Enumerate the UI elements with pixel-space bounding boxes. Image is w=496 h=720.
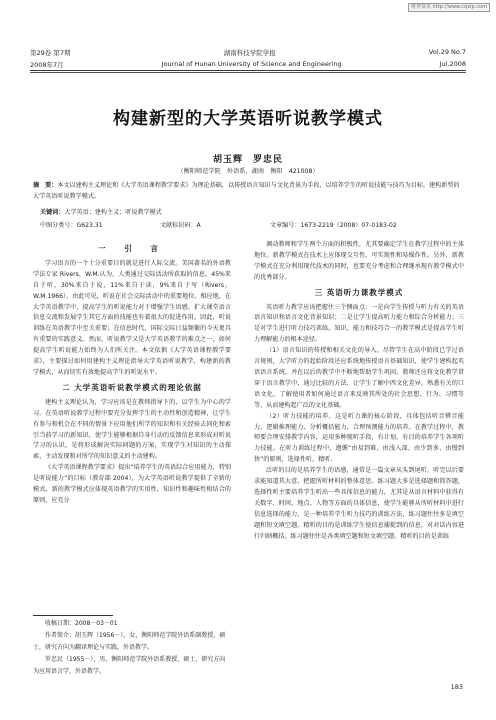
header-rule (30, 70, 466, 71)
article-number: 文章编号：1673-2219（2008）07-0183-02 (270, 222, 397, 229)
classification-line (40, 220, 463, 229)
paragraph: 调动教师和学生两个方面的积极性，尤其要确定学生在教学过程中的主体地位。新教学模式在技术上应体现交互性、可实现性和易操作性。另外，新教学模式在充分利用现代技术的同时，也要充分考虑和合理继承现有教学模式中的优秀部分。 (254, 241, 464, 281)
journal-cn: 湖南科技学院学报 (223, 49, 276, 57)
document-code: 文献标识码：A (160, 222, 201, 229)
section-heading-listening: 三 英语听力课教学模式 (314, 287, 404, 297)
abstract-text: 本文以建构主义理论和《大学英语课程教学要求》为理论基础，以传授语言知识与文化背景为手段，以培养学生的听说技能与技巧为目标，建构新型的大学英语听说教学模式。 (33, 182, 460, 200)
paper-title: 构建新型的大学英语听说教学模式 (113, 109, 383, 129)
author-bio-2: 罗忠民（1955－），男，衡阳师范学院外语系教授，硕士，研究方向为应用语言学，外语教学。 (33, 656, 226, 675)
paragraph: 英语听力教学应该把握住三个侧面点：一是向学生传授与听力有关的英语语言知识和语言文化背景知识；二是让学生提高听力能力和综合分析能力；三是对学生进行听力技巧训练。知识、能力和技巧合一的教学模式是提高学生听力理解能力的根本途径。 (254, 303, 464, 344)
running-header-en (30, 60, 466, 69)
paragraph: （2）听力技能的培养。这是听力课的核心阶段，具体包括听音辨音能力、逻辑推理能力、分析概括能力、合理预测能力的培养。在教学过程中，教师要合理安排教学内容，运用多种现听手段，有计划、有目的培养学生各项听力技能。在听力训练过程中，遵循“由易到难、由浅入深、由少到多、由慢到快”的原则，选择性听，精听。 (254, 412, 464, 464)
header-rule-thin (30, 72, 466, 73)
date-en: Jul.2008 (439, 60, 466, 68)
paragraph: 学习语言的一个十分重要目的就是进行人际交流。美国著名的外语教学法专家 Rivers，W.M.认为，人类通过交际活动所获取的信息，45%来自于听，30%来自于说，11%来自于读，9%来自于写（Rivers，W.M.1966）。由此可见，听说在社会交际活动中的重要地位。相应地，在大学英语教学中，提高学生的听说能力对于增强学生语感、扩大课堂语言信息交流和发展学生其它方面的技能也有着很大的促进作用。因此，听说训练在英语教学中至关重要；在信息时代，国际交际日益频繁的今天更具有重要的实践意义。然而，听说教学又是大学英语教学的难点之一，如何提高学生听说能力始终为人们所关注。本文依据《大学英语课程教学要求》，主要探讨如何用建构主义理论指导大学英语听说教学，构建新的教学模式，从而切实有效地提高学生的听说水平。 (33, 259, 231, 376)
clc-number: 中图分类号：G623.31 (40, 222, 103, 229)
page-number: 183 (450, 683, 463, 691)
watermark: 维普资讯 http://www.cqvip.com (408, 3, 490, 12)
paragraph: 《大学英语课程教学要求》提出“培养学生的英语综合应用能力，特别是听说能力”的目标（教育部 2004），为大学英语听说教学提供了全新的模式。新的教学模式应体现英语教学的实用性、知识性和趣味性相结合的原则，应充分 (33, 464, 231, 504)
affiliation: （衡阳师范学院 外语系，湖南 衡阳 421008） (177, 168, 319, 175)
keywords-label: 关键词： (40, 209, 65, 216)
left-column (33, 240, 231, 507)
section-heading-intro: 一 引 言 (98, 244, 166, 253)
keywords-text: 大学英语；建构主义；听说教学模式 (64, 209, 162, 216)
paragraph: 建构主义理论认为，学习应该是在教师指导下的、以学生为中心的学习。在英语听说教学过程中要充分发挥学生的主动性和创造精神，让学生有参与和机会在不同的情景下应用他们所学的知识和有关经验去同化和索引当前学习的新知识，使学生能够根据自身行动的反馈信息来形成对听说学习的认识，是将形成解决实际问题的方案，实现学生对知识的主动探索、主动发现和对所学的知识意义的主动建构。 (33, 398, 231, 461)
abstract-label: 摘 要： (33, 182, 58, 189)
running-header-cn (30, 48, 466, 57)
section-heading-theory: 二 大学英语听说教学模式的理论依据 (62, 382, 202, 392)
journal-en: Journal of Hunan University of Science and Engineering (161, 60, 342, 68)
paragraph: 泛听的目的是培养学生的语感，通常是一篇文章从头到尾听，听完以后要求能知道其大意，把握所听材料的整体意思。练习题大多是选择题和简答题，选择性听主要培养学生听出一些具体信息的能力，尤其是从语言材料中获得有关数字、时间、地点、人物等方面的具体信息，使学生能够从所听材料中进行信息选择的能力，是一种培养学生听力技巧的训练方法，练习题往往多是填空题和短文填空题。精听的目的是训练学生使信息捕捉到的信息，对对话内容进行归纳概括。练习题往往是各类填空题和短文填空题。精听的目的是训练 (254, 467, 464, 540)
abstract (33, 180, 463, 202)
footnote-rule (33, 615, 113, 616)
author-bio-1: 作者简介：胡玉辉（1956－），女，衡阳师范学院外语系副教授，硕士，研究方向为翻译理论与实践，外语教学。 (33, 632, 226, 651)
issue-cn: 第29卷 第7期 (30, 49, 71, 57)
volume-en: Vol.29 No.7 (428, 48, 466, 56)
right-column (254, 240, 464, 542)
footnote (33, 615, 231, 678)
authors: 胡玉辉 罗忠民 (212, 155, 283, 165)
keywords (40, 207, 463, 216)
date-cn: 2008年7月 (30, 61, 64, 69)
paragraph: （1）语言知识的传授和相关文化的导入。尽管学生在高中阶段已学过语言规则，大学听力的起始阶段还应系统地传授语言基础知识，使学生建构起英语语言系统，并在以后的教学中不断地帮助学生巩固。教师还应将文化教学贯穿于语言教学中，通过比较的方法，让学生了解中西文化差异，熟悉有关的口语文化，了解使用者如何通过语言来反映其所处的社会思想、行为、习惯等等，从而建构起广泛的文化基础。 (254, 347, 464, 409)
received-date: 收稿日期：2008－03－01 (45, 620, 118, 627)
